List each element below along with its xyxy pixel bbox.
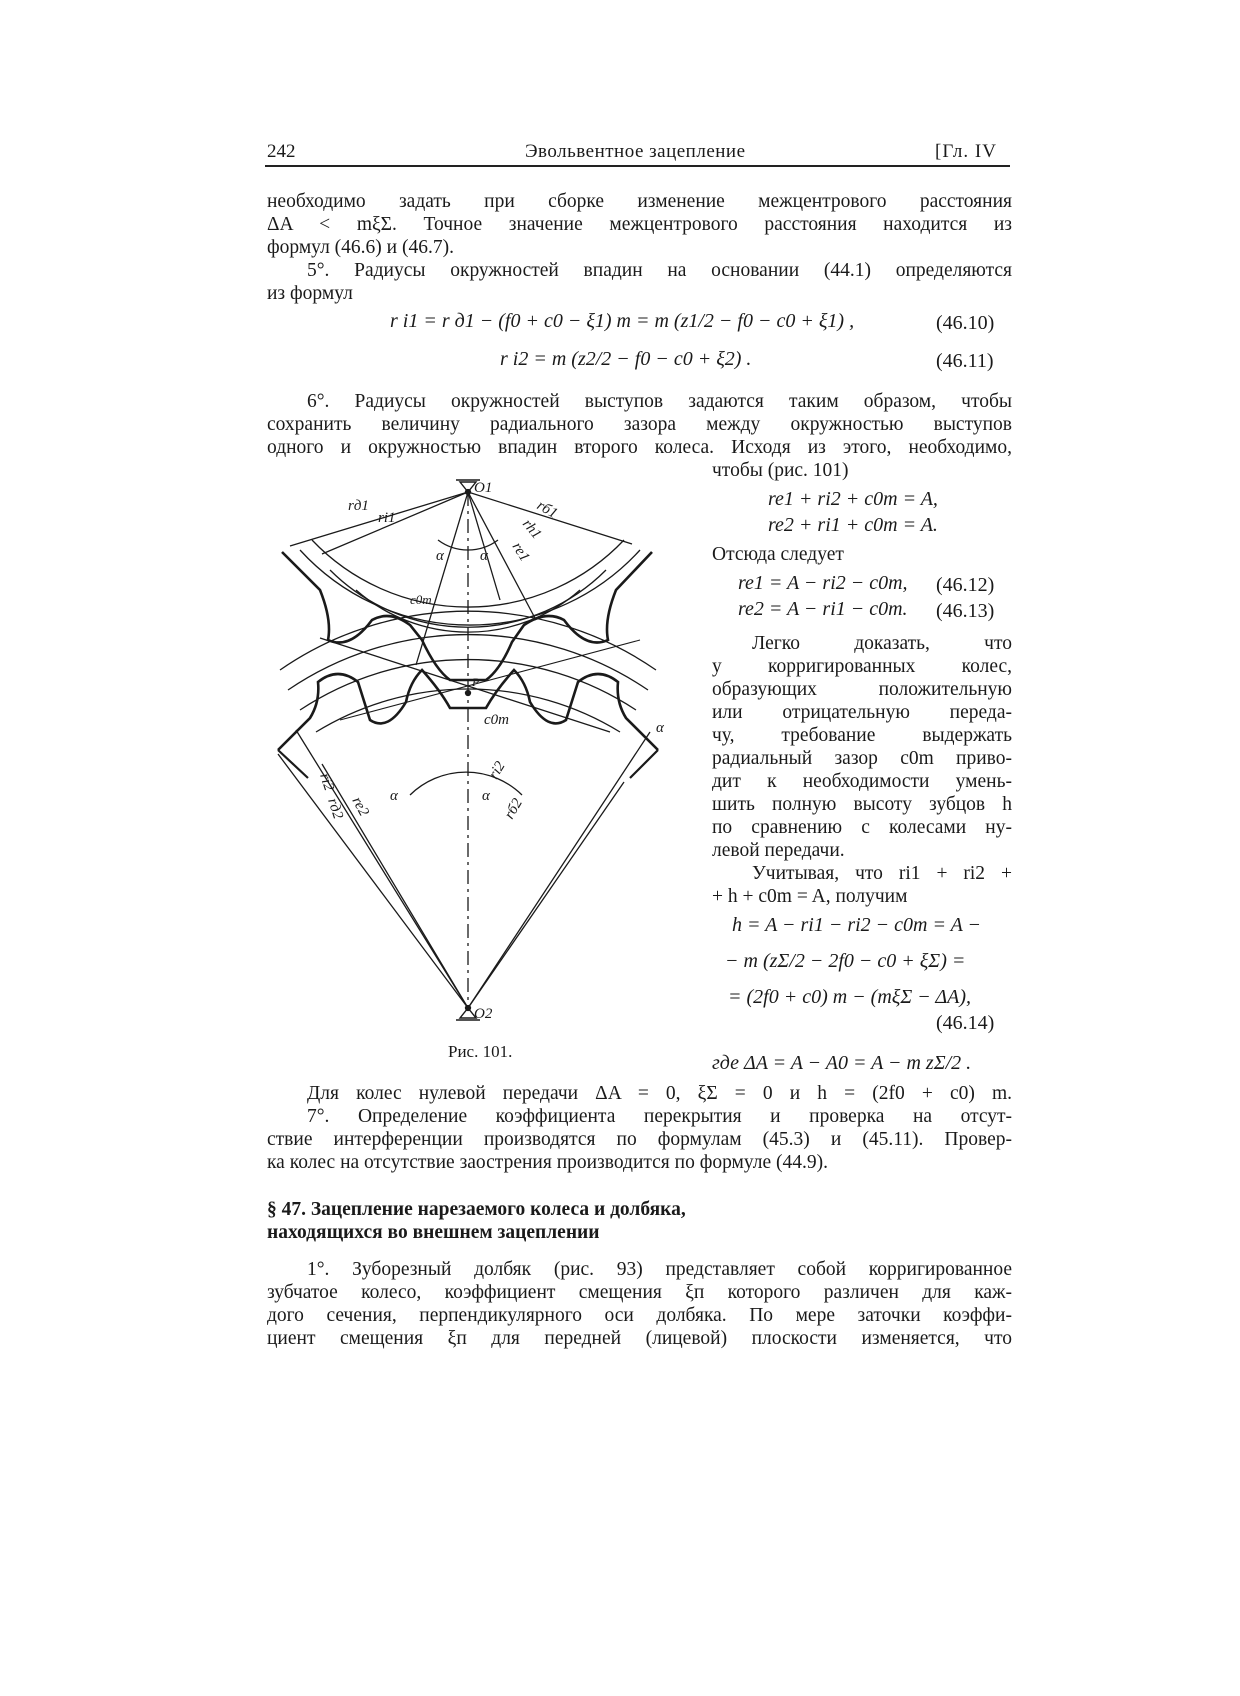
label-c0m: c0m xyxy=(484,712,509,728)
text-line: чу, требование выдержать xyxy=(712,725,1012,746)
section-title: § 47. Зацепление нарезаемого колеса и долбяка, xyxy=(267,1199,686,1220)
center-o2 xyxy=(466,1006,471,1011)
label-alpha: α xyxy=(656,720,664,736)
text-line: или отрицательную переда- xyxy=(712,702,1012,723)
section-title: находящихся во внешнем зацеплении xyxy=(267,1222,600,1243)
equation-46-14-line3: = (2f0 + c0) m − (mξΣ − ΔA), xyxy=(728,986,971,1008)
text-line: необходимо задать при сборке изменение межцентрового расстояния xyxy=(267,191,1012,212)
text-line: из формул xyxy=(267,283,353,304)
text-line: сохранить величину радиального зазора между окружностью выступов xyxy=(267,414,1012,435)
text-line: ΔA < mξΣ. Точное значение межцентрового расстояния находится из xyxy=(267,214,1012,235)
text-line: образующих положительную xyxy=(712,679,1012,700)
label-ri1: ri1 xyxy=(378,510,396,526)
line-of-action xyxy=(320,638,610,732)
label-alpha: α xyxy=(480,548,488,564)
text-line: Для колес нулевой передачи ΔA = 0, ξΣ = 0 и h = (2f0 + c0) m. xyxy=(307,1083,1012,1104)
text-line: ствие интерференции производятся по формулам (45.3) и (45.11). Провер- xyxy=(267,1129,1012,1150)
equation-46-12: re1 = A − ri2 − c0m, xyxy=(738,572,908,594)
text-line: + h + c0m = A, получим xyxy=(712,886,908,907)
equation-number: (46.10) xyxy=(936,312,995,334)
condition-2: re2 + ri1 + c0m = A. xyxy=(768,514,938,536)
equation-46-10: r i1 = r д1 − (f0 + c0 − ξ1) m = m (z1/2 − f0 − c0 + ξ1) , xyxy=(390,310,855,332)
label-o1: O1 xyxy=(474,480,493,496)
text-line: одного и окружностью впадин второго колеса. Исходя из этого, необходимо, xyxy=(267,437,1012,458)
chapter-label: [Гл. IV xyxy=(935,141,997,162)
text-line: радиальный зазор c0m приво- xyxy=(712,748,1012,769)
label-alpha: α xyxy=(390,788,398,804)
label-rb2: rб2 xyxy=(501,795,526,822)
center-o1 xyxy=(466,490,471,495)
label-re2: re2 xyxy=(348,794,372,820)
figure-caption: Рис. 101. xyxy=(448,1042,513,1061)
label-p: P xyxy=(472,675,480,689)
ray-ri2 xyxy=(278,754,468,1008)
text-line: Учитывая, что ri1 + ri2 + xyxy=(752,863,1012,884)
ray-ra2 xyxy=(296,730,468,1008)
ray-alpha-left xyxy=(416,492,468,665)
text-line: чтобы (рис. 101) xyxy=(712,460,849,481)
text-line: зубчатое колесо, коэффициент смещения ξп которого различен для каж- xyxy=(267,1282,1012,1303)
label-ri2: ri2 xyxy=(316,771,337,793)
label-rb1: rб1 xyxy=(534,497,561,522)
condition-1: re1 + ri2 + c0m = A, xyxy=(768,488,938,510)
text-line: формул (46.6) и (46.7). xyxy=(267,237,454,258)
label-rh1: rh1 xyxy=(518,516,545,543)
equation-46-11: r i2 = m (z2/2 − f0 − c0 + ξ2) . xyxy=(500,348,752,370)
label-c0m: c0m xyxy=(410,592,432,607)
alpha-arc-lower xyxy=(410,772,522,795)
equation-46-14-line2: − m (zΣ/2 − 2f0 − c0 + ξΣ) = xyxy=(725,950,966,972)
where-line: где ΔA = A − A0 = A − m zΣ/2 . xyxy=(712,1052,972,1074)
text-line: 6°. Радиусы окружностей выступов задаются таким образом, чтобы xyxy=(307,391,1012,412)
text-line: ка колес на отсутствие заострения производится по формуле (44.9). xyxy=(267,1152,829,1173)
text-line: Легко доказать, что xyxy=(752,633,1012,654)
text-line: 7°. Определение коэффициента перекрытия и проверка на отсут- xyxy=(307,1106,1012,1127)
label-alpha: α xyxy=(436,548,444,564)
equation-number: (46.13) xyxy=(936,600,995,622)
text-line: Отсюда следует xyxy=(712,544,844,565)
text-line: 5°. Радиусы окружностей впадин на основании (44.1) определяются xyxy=(307,260,1012,281)
gear-mesh-figure xyxy=(260,470,700,1030)
label-o2: O2 xyxy=(474,1006,493,1022)
text-line: дит к необходимости умень- xyxy=(712,771,1012,792)
equation-number: (46.12) xyxy=(936,574,995,596)
label-ra2: rд2 xyxy=(324,796,346,822)
label-ri2: ri2 xyxy=(485,758,509,783)
label-alpha: α xyxy=(482,788,490,804)
ray-ri2-right xyxy=(468,782,624,1008)
running-title: Эвольвентное зацепление xyxy=(525,141,746,162)
ray-rh1 xyxy=(468,492,500,600)
label-ra1: rд1 xyxy=(348,498,369,514)
equation-number: (46.11) xyxy=(936,350,994,372)
pitch-point xyxy=(466,691,471,696)
equation-number: (46.14) xyxy=(936,1012,995,1034)
equation-46-14-line1: h = A − ri1 − ri2 − c0m = A − xyxy=(732,914,981,936)
text-line: дого сечения, перпендикулярного оси долбяка. По мере заточки коэффи- xyxy=(267,1305,1012,1326)
text-line: у корригированных колес, xyxy=(712,656,1012,677)
text-line: шить полную высоту зубцов h xyxy=(712,794,1012,815)
text-line: 1°. Зуборезный долбяк (рис. 93) представляет собой корригированное xyxy=(307,1259,1012,1280)
text-line: по сравнению с колесами ну- xyxy=(712,817,1012,838)
page-number: 242 xyxy=(267,141,296,162)
text-line: левой передачи. xyxy=(712,840,845,861)
text-line: циент смещения ξп для передней (лицевой) плоскости изменяется, что xyxy=(267,1328,1012,1349)
header-rule xyxy=(265,165,1010,167)
tangent-line xyxy=(340,640,640,720)
equation-46-13: re2 = A − ri1 − c0m. xyxy=(738,598,908,620)
label-re1: re1 xyxy=(508,539,533,565)
